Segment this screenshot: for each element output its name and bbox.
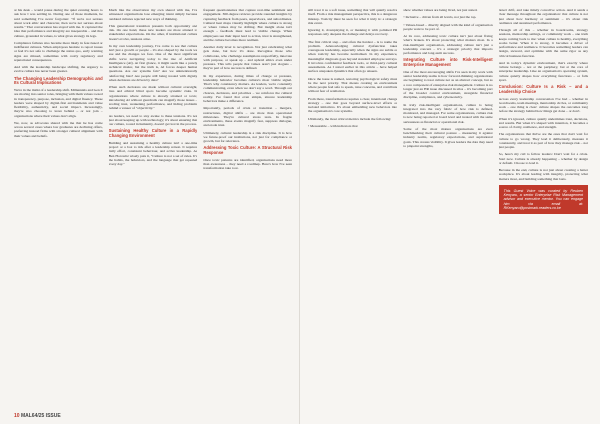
right-page [300, 0, 600, 424]
paragraph: We, now, as advocates shared with me that he has come across several cases where law graduates are declining offers, preferring instead firms with stronger cultural alignment with their values and beliefs. [14, 120, 103, 138]
paragraph: Another daily lever is recognition. Not just celebrating what gets done, but how it's done. Recognise those who collaborate, who challenge assumptions respectfully, innovate with purpose, or speak up – and uphold ethics even under pressure. This tells people that values aren't just slogans – they're part of how success is defined. [203, 45, 292, 71]
paragraph: Because in the end, culture is not just about creating a better workplace. It's about leading with integrity, protecting what matters most, and building something that lasts. [498, 168, 588, 181]
paragraph: still treat it as a soft issue, something that will quietly resolve itself. From a risk management perspective, this is a dangerous misstep. Toxicity must be seen for what it truly is: a strategic risk event. [308, 8, 398, 25]
section-heading: Conclusion: Culture Is a Risk – and a Leadership Choice [498, 84, 588, 94]
paragraph: Once the issue is named, restoring psychological safety must be the next priority. That means creating an environment where people feel safe to speak, raise concerns, and contribute without fear of retaliation. [308, 76, 398, 94]
bullet-text: Measurable – with indicators that [310, 123, 358, 128]
paragraph: Ultimately, cultural leadership is a risk discipline. It is how we future-proof our institutions, not just for compliance or growth, but for relevance. [203, 130, 292, 143]
author-bio-box [499, 185, 588, 214]
paragraph: Much like the observation my own shared with me, I've witnessed organisations lose emerging talent simply because outdated cultures rejected new ways of thinking. [108, 8, 198, 21]
paragraph: Compliance failures also became more likely in fear-based or indifferent cultures. When employees hesitate to report issues or feel it's not safe to challenge the status quo, early warning signs are missed, sometimes with costly regulatory and reputational consequences. [14, 40, 103, 62]
section-heading: Sustaining Healthy Culture in a Rapidly Changing Environment [108, 128, 198, 139]
left-column-3 [203, 8, 292, 406]
paragraph: The organisations that thrive are the ones that don't wait for culture to go wrong. They lead it deliberately, measure it consistently, and treat it as part of how they manage risk – not just people. [498, 132, 588, 150]
paragraph: In truly risk-intelligent organisations, culture is being integrated into the very fabric of how risk is defined, monitored, and managed. For some organisations, culture risk is now being reported at board level and treated with the same seriousness as financial or operational risk. [403, 102, 493, 124]
paragraph: detect drift, and take timely corrective action. And it sends a clear message throughout the organisation: that culture is not just about how harmony or sentiment – it's about risk resilience and sustained performance. [498, 8, 588, 25]
paragraph: The first critical step – and often the hardest – is to name the problem. Acknowledging cultural dysfunction takes courageous leadership, especially when the signs are subtle or when toxicity has become normalised. In my experience, meaningful diagnosis goes beyond standard employee surveys. It involves confidential feedback tools, or third-party cultural assessments. As I stated earlier in this article – have helped surface unspoken dynamics that often go unseen. [308, 39, 398, 74]
paragraph: Ignoring it, downplaying it, or masking it with polished PR responses only deepens the damage and delays recovery. [308, 28, 398, 37]
paragraph: So, here's my call to fellow leaders: Don't wait for a crisis. Start now. Culture is already happening – whether by design or default. Choose to lead it. [498, 152, 588, 165]
paragraph: And in today's dynamic environment, that's exactly where culture belongs – not at the periphery, but at the core of enterprise leadership. Like an organisation's operating system, culture quietly shapes how everything functions – or falls apart. [498, 60, 588, 82]
paragraph: When such decisions are made without cultural oversight, bias and ethical blind spots become systemic risks. In organisations where culture is already strained or toxic, introducing AI without guardrails can magnify those issues – eroding trust, weakening performance, and hiding problems behind a veneer of "objectivity." [108, 85, 198, 111]
paragraph: At its core, addressing toxic culture isn't just about fixing what's broken. It's about protecting what matters most. In a risk-intelligent organisation, addressing culture isn't just a leadership concern – it's a strategic priority that impacts performance and long-term success. [403, 34, 493, 55]
paragraph: When it's ignored, culture quietly undermines trust, decisions, and results. But when it's shaped with intention, it becomes a source of clarity, resilience, and strength. [498, 116, 588, 130]
bullet-text: Inclusive – driven from all levels, not just the top. [405, 15, 477, 20]
author-bio-text: This Guest Voice was curated by Reuben Kenyaru, a senior Enterprise Risk Management advisor and executive mentor. You can engage him via email at: RKenyaru@postmark.readers.co.ke [503, 188, 583, 211]
paragraph: at his desk – would pause during the quiet evening hours to ask how I was settling in. During one of those moments, he said something I've never forgotten: "If we're not serious about work ethic and character, then we're not serious about results." That conversation has stayed with me. It captured the idea that performance and integrity are inseparable – and that culture, grounded in values, is what gives strategy its legs. [14, 8, 103, 38]
paragraph: frequent questionnaires that capture real-time sentiment and engagement. 360-degree reviews provide rounded insights by capturing feedback from peers, supervisors, and subordinates. Cultural heat maps visually highlight where culture is strong or where values may be drifting. But insight alone isn't enough – feedback must lead to visible change. When employees see their input lead to action, trust is strengthened, and the culture becomes more resilient. [203, 8, 292, 42]
left-column-1 [14, 8, 103, 406]
left-column-2 [109, 8, 198, 406]
paragraph: From there, transformation requires a clear, intentional change strategy – one that goes beyond surface-level efforts or isolated initiatives. It's about embedding new behaviors into the organisation's core systems. [308, 96, 398, 114]
paragraph: In my experience, during times of change or pressure, leadership behavior becomes culture's most visible signal. That's why consistency matters. As leaders, we're constantly communicating, even when we don't say a word. Through our choices, decisions, and priorities – we reinforce the cultural reality. I've found that even simple, sincere leadership behaviors make a difference. [203, 73, 292, 103]
section-heading: Addressing Toxic Culture: A Structural Risk Response [203, 145, 292, 156]
right-column-3 [499, 8, 588, 406]
paragraph: Once toxic patterns are identified, organisations need more than awareness – they need a roadmap. Here's how I've seen transformation take root. [203, 157, 292, 171]
bullet-item: • Values-based – directly aligned with the kind of organisation people want to be part of. [403, 22, 493, 31]
bullet-text: Values-based – directly aligned with the kind of organisation people want to be part of. [403, 22, 493, 31]
page-footer [14, 413, 61, 419]
paragraph: Importantly, periods of crisis or transition – mergers, restructures, digital shifts – are more than operational milestones. They're cultural stress tests. In fragile environments, these events magnify fear, suppress dialogue, and erode trust. [203, 106, 292, 128]
bullet-item: • Inclusive – driven from all levels, not just the top. [403, 15, 477, 20]
bullet-item: • Measurable – with indicators that [308, 123, 358, 128]
paragraph: And with the leadership landscape shifting, the urgency to evolve culture has never been greater. [14, 65, 103, 74]
page-number: 10 [14, 413, 20, 419]
paragraph: Building and sustaining a healthy culture isn't a one-time project or a box to tick after a leadership retreat. It requires daily effort, consistent behaviour, and active leadership. As Ben Horowitz wisely puts it, "Culture is not a set of rules. It's the habits, the behaviors, and the language that get repeated every day." [108, 140, 198, 167]
paragraph: Some of the most mature organisations are even benchmarking their cultural posture – measuring it against industry norms, regulatory expectations, and aspirational goals. This creates visibility. It gives leaders the data they need to pinpoint strengths, [403, 126, 493, 148]
paragraph: Ultimately, the most critical metrics include the following: [308, 116, 392, 121]
paragraph: In my own leadership journey, I've come to see that culture isn't just a growth or people – it's also shaped by the tools we use and the changes we face. One of the most significant shifts we're navigating today is the rise of Artificial Intelligence (AI). At first glance, it might seem like a purely technical matter, but the truth is, AI forces deeper human questions. Are our systems fair? Are we unintentionally reinforcing bias? Are people still being treated with dignity when decisions are driven by data? [108, 43, 198, 82]
paragraph: As leaders, we need to stay awake to these tensions. It's not just about keeping up with technology; it's about ensuring that our culture, rooted in humanity, doesn't get lost in the process. [108, 113, 198, 126]
issue-label: MAL64/25 ISSUE [20, 413, 61, 419]
paragraph: This generational transition presents both opportunity and risk. On one hand, these new leaders are more attuned to stakeholder expectations. On the other, if institutional culture doesn't evolve, tensions arise. [108, 23, 198, 41]
section-heading: The Changing Leadership Demographic and Its Cultural Implications [14, 75, 103, 86]
right-column-1 [308, 8, 397, 406]
section-heading: Integrating Culture into Risk-Intelligent Enterprise Management [403, 57, 493, 68]
right-column-2 [403, 8, 492, 406]
paragraph: Across every leadership conversation I've had – whether in boardrooms, team meetings, mentorship circles, or community work – one thing is clear: culture shapes the outcomes long before the strategy behind how things get done – or don't. [498, 96, 588, 114]
paragraph: show whether values are being lived, not just stated. [403, 8, 478, 12]
paragraph: Through all of this – whether in boardrooms, strategy sessions, mentorship settings, or community work – one truth keeps coming back to me: when culture is healthy, everything works better. When it is strong, it becomes a driver of performance and resilience. It becomes something leaders can design, steward, and optimize with the same rigor as any critical business function. [498, 28, 588, 58]
paragraph: One of the most encouraging shifts I've seen in my work with senior leadership teams is how forward-thinking organisations are beginning to treat culture not as an abstract concept, but as a core component of enterprise risk management. Culture is no longer just an HR issue discussed in silos – it's becoming part of the broader control environment, alongside financial discipline, compliance, and cybersecurity. [403, 69, 493, 100]
paragraph: We're in the midst of a leadership shift. Millennials and Gen Z are moving into senior roles, bringing with them values rooted in transparency, purpose, inclusion, and digital fluency. These leaders were shaped by digital-first environments and value flexibility, authenticity, and social impact. Increasingly, they're also choosing to leave behind – or not join – organisations where their values don't align. [14, 88, 103, 118]
